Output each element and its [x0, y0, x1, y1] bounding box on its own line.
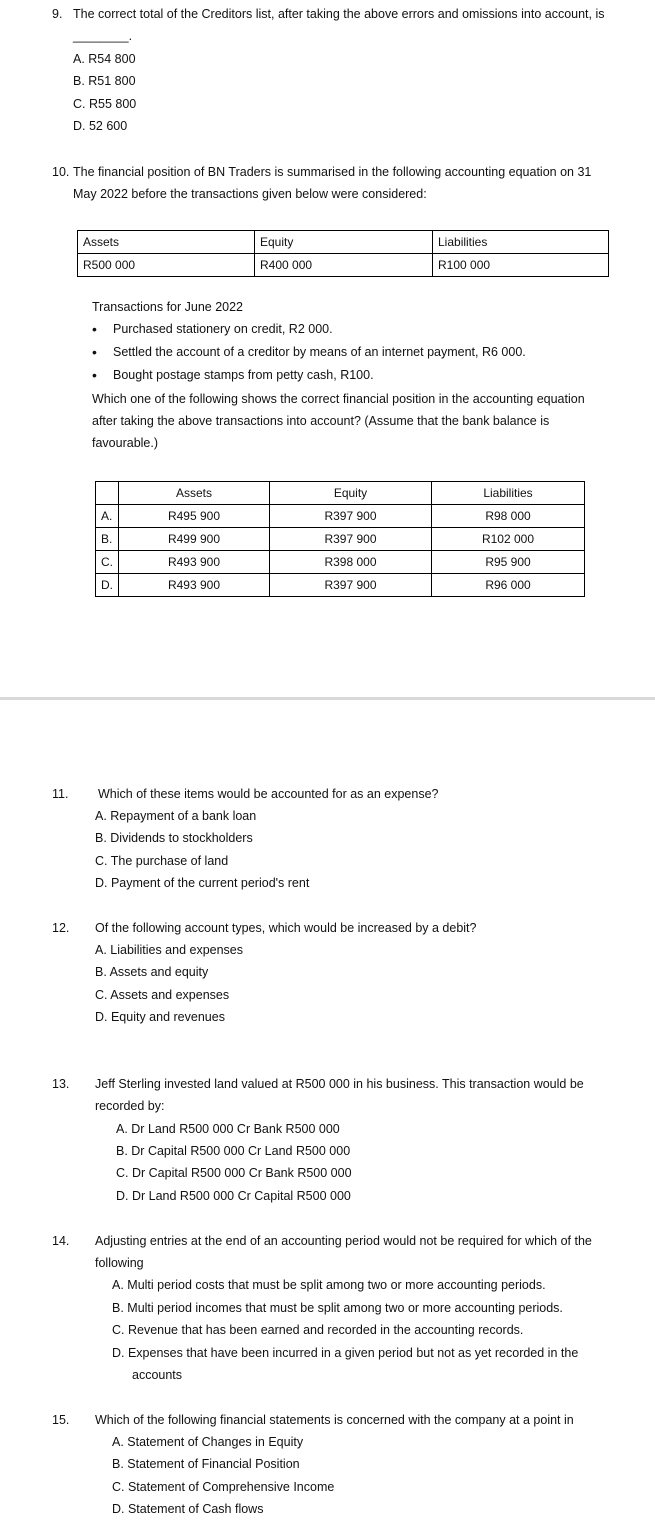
q13-option-c: C. Dr Capital R500 000 Cr Bank R500 000 [116, 1166, 352, 1180]
option-assets: R499 900 [119, 528, 270, 551]
q10-question-line2: after taking the above transactions into account? (Assume that the bank balance is [92, 414, 550, 428]
table-row [96, 528, 585, 551]
transaction-item: • Purchased stationery on credit, R2 000. [92, 318, 526, 341]
q15-number: 15. [52, 1413, 70, 1427]
option-liabilities: R98 000 [432, 505, 585, 528]
q15-option-b: B. Statement of Financial Position [112, 1457, 300, 1471]
q14-number: 14. [52, 1234, 70, 1248]
q13-option-a: A. Dr Land R500 000 Cr Bank R500 000 [116, 1122, 340, 1136]
q14-option-a: A. Multi period costs that must be split among two or more accounting periods. [112, 1278, 546, 1292]
options-header-liabilities: Liabilities [432, 482, 585, 505]
equation-header-equity: Equity [255, 231, 433, 254]
q12-option-d: D. Equity and revenues [95, 1010, 225, 1024]
transaction-item: • Bought postage stamps from petty cash, R100. [92, 364, 526, 387]
q11-option-a: A. Repayment of a bank loan [95, 809, 257, 823]
option-assets: R493 900 [119, 574, 270, 597]
q12-option-a: A. Liabilities and expenses [95, 943, 244, 957]
option-equity: R397 900 [270, 528, 432, 551]
q10-question-line1: Which one of the following shows the correct financial position in the accounting equation [92, 392, 585, 406]
equation-header-row [78, 231, 609, 254]
table-row [96, 574, 585, 597]
equation-value-equity: R400 000 [255, 254, 433, 277]
q15-option-c: C. Statement of Comprehensive Income [112, 1480, 335, 1494]
q10-options-table [95, 481, 585, 597]
accounting-equation-table [77, 230, 609, 277]
q14-option-c: C. Revenue that has been earned and recorded in the accounting records. [112, 1323, 524, 1337]
option-letter: B. [96, 528, 119, 551]
transactions-heading: Transactions for June 2022 [92, 300, 244, 314]
q13-option-b: B. Dr Capital R500 000 Cr Land R500 000 [116, 1144, 351, 1158]
equation-value-row [78, 254, 609, 277]
q9-text: The correct total of the Creditors list, after taking the above errors and omissions into account, is [73, 7, 605, 21]
option-assets: R495 900 [119, 505, 270, 528]
options-header-row [96, 482, 585, 505]
q9-blank: ________. [73, 29, 133, 43]
q15-option-a: A. Statement of Changes in Equity [112, 1435, 304, 1449]
option-equity: R397 900 [270, 505, 432, 528]
equation-value-liabilities: R100 000 [433, 254, 609, 277]
q10-text-line1: The financial position of BN Traders is summarised in the following accounting equation on 31 [73, 165, 592, 179]
q14-option-d: D. Expenses that have been incurred in a given period but not as yet recorded in the [112, 1346, 579, 1360]
q9-option-b: B. R51 800 [73, 74, 136, 88]
q9-option-d: D. 52 600 [73, 119, 128, 133]
q12-text: Of the following account types, which would be increased by a debit? [95, 921, 477, 935]
equation-header-liabilities: Liabilities [433, 231, 609, 254]
q14-text-line2: following [95, 1256, 144, 1270]
q14-text-line1: Adjusting entries at the end of an accounting period would not be required for which of the [95, 1234, 592, 1248]
q11-option-c: C. The purchase of land [95, 854, 229, 868]
option-assets: R493 900 [119, 551, 270, 574]
q14-option-d-continued: accounts [132, 1368, 183, 1382]
transaction-item: • Settled the account of a creditor by means of an internet payment, R6 000. [92, 341, 526, 364]
q9-option-a: A. R54 800 [73, 52, 136, 66]
q9-number: 9. [52, 7, 63, 21]
q12-option-b: B. Assets and equity [95, 965, 209, 979]
q15-text: Which of the following financial statements is concerned with the company at a point in [95, 1413, 574, 1427]
option-liabilities: R96 000 [432, 574, 585, 597]
table-row [96, 551, 585, 574]
option-equity: R397 900 [270, 574, 432, 597]
q11-text: Which of these items would be accounted for as an expense? [98, 787, 439, 801]
q10-text-line2: May 2022 before the transactions given below were considered: [73, 187, 427, 201]
q12-option-c: C. Assets and expenses [95, 988, 230, 1002]
q13-option-d: D. Dr Land R500 000 Cr Capital R500 000 [116, 1189, 351, 1203]
q10-question-line3: favourable.) [92, 436, 159, 450]
q14-option-b: B. Multi period incomes that must be split among two or more accounting periods. [112, 1301, 563, 1315]
q13-text-line2: recorded by: [95, 1099, 165, 1113]
options-header-equity: Equity [270, 482, 432, 505]
q11-option-b: B. Dividends to stockholders [95, 831, 253, 845]
q11-number: 11. [52, 787, 69, 801]
q11-option-d: D. Payment of the current period's rent [95, 876, 310, 890]
page-divider [0, 697, 655, 700]
equation-value-assets: R500 000 [78, 254, 255, 277]
option-equity: R398 000 [270, 551, 432, 574]
options-header-assets: Assets [119, 482, 270, 505]
q13-number: 13. [52, 1077, 70, 1091]
options-header-letter [96, 482, 119, 505]
transactions-list [92, 318, 526, 387]
q9-option-c: C. R55 800 [73, 97, 137, 111]
equation-header-assets: Assets [78, 231, 255, 254]
table-row [96, 505, 585, 528]
q10-number: 10. [52, 165, 70, 179]
option-letter: D. [96, 574, 119, 597]
q13-text-line1: Jeff Sterling invested land valued at R500 000 in his business. This transaction would be [95, 1077, 584, 1091]
option-liabilities: R102 000 [432, 528, 585, 551]
option-liabilities: R95 900 [432, 551, 585, 574]
option-letter: C. [96, 551, 119, 574]
option-letter: A. [96, 505, 119, 528]
q15-option-d: D. Statement of Cash flows [112, 1502, 264, 1516]
q12-number: 12. [52, 921, 70, 935]
